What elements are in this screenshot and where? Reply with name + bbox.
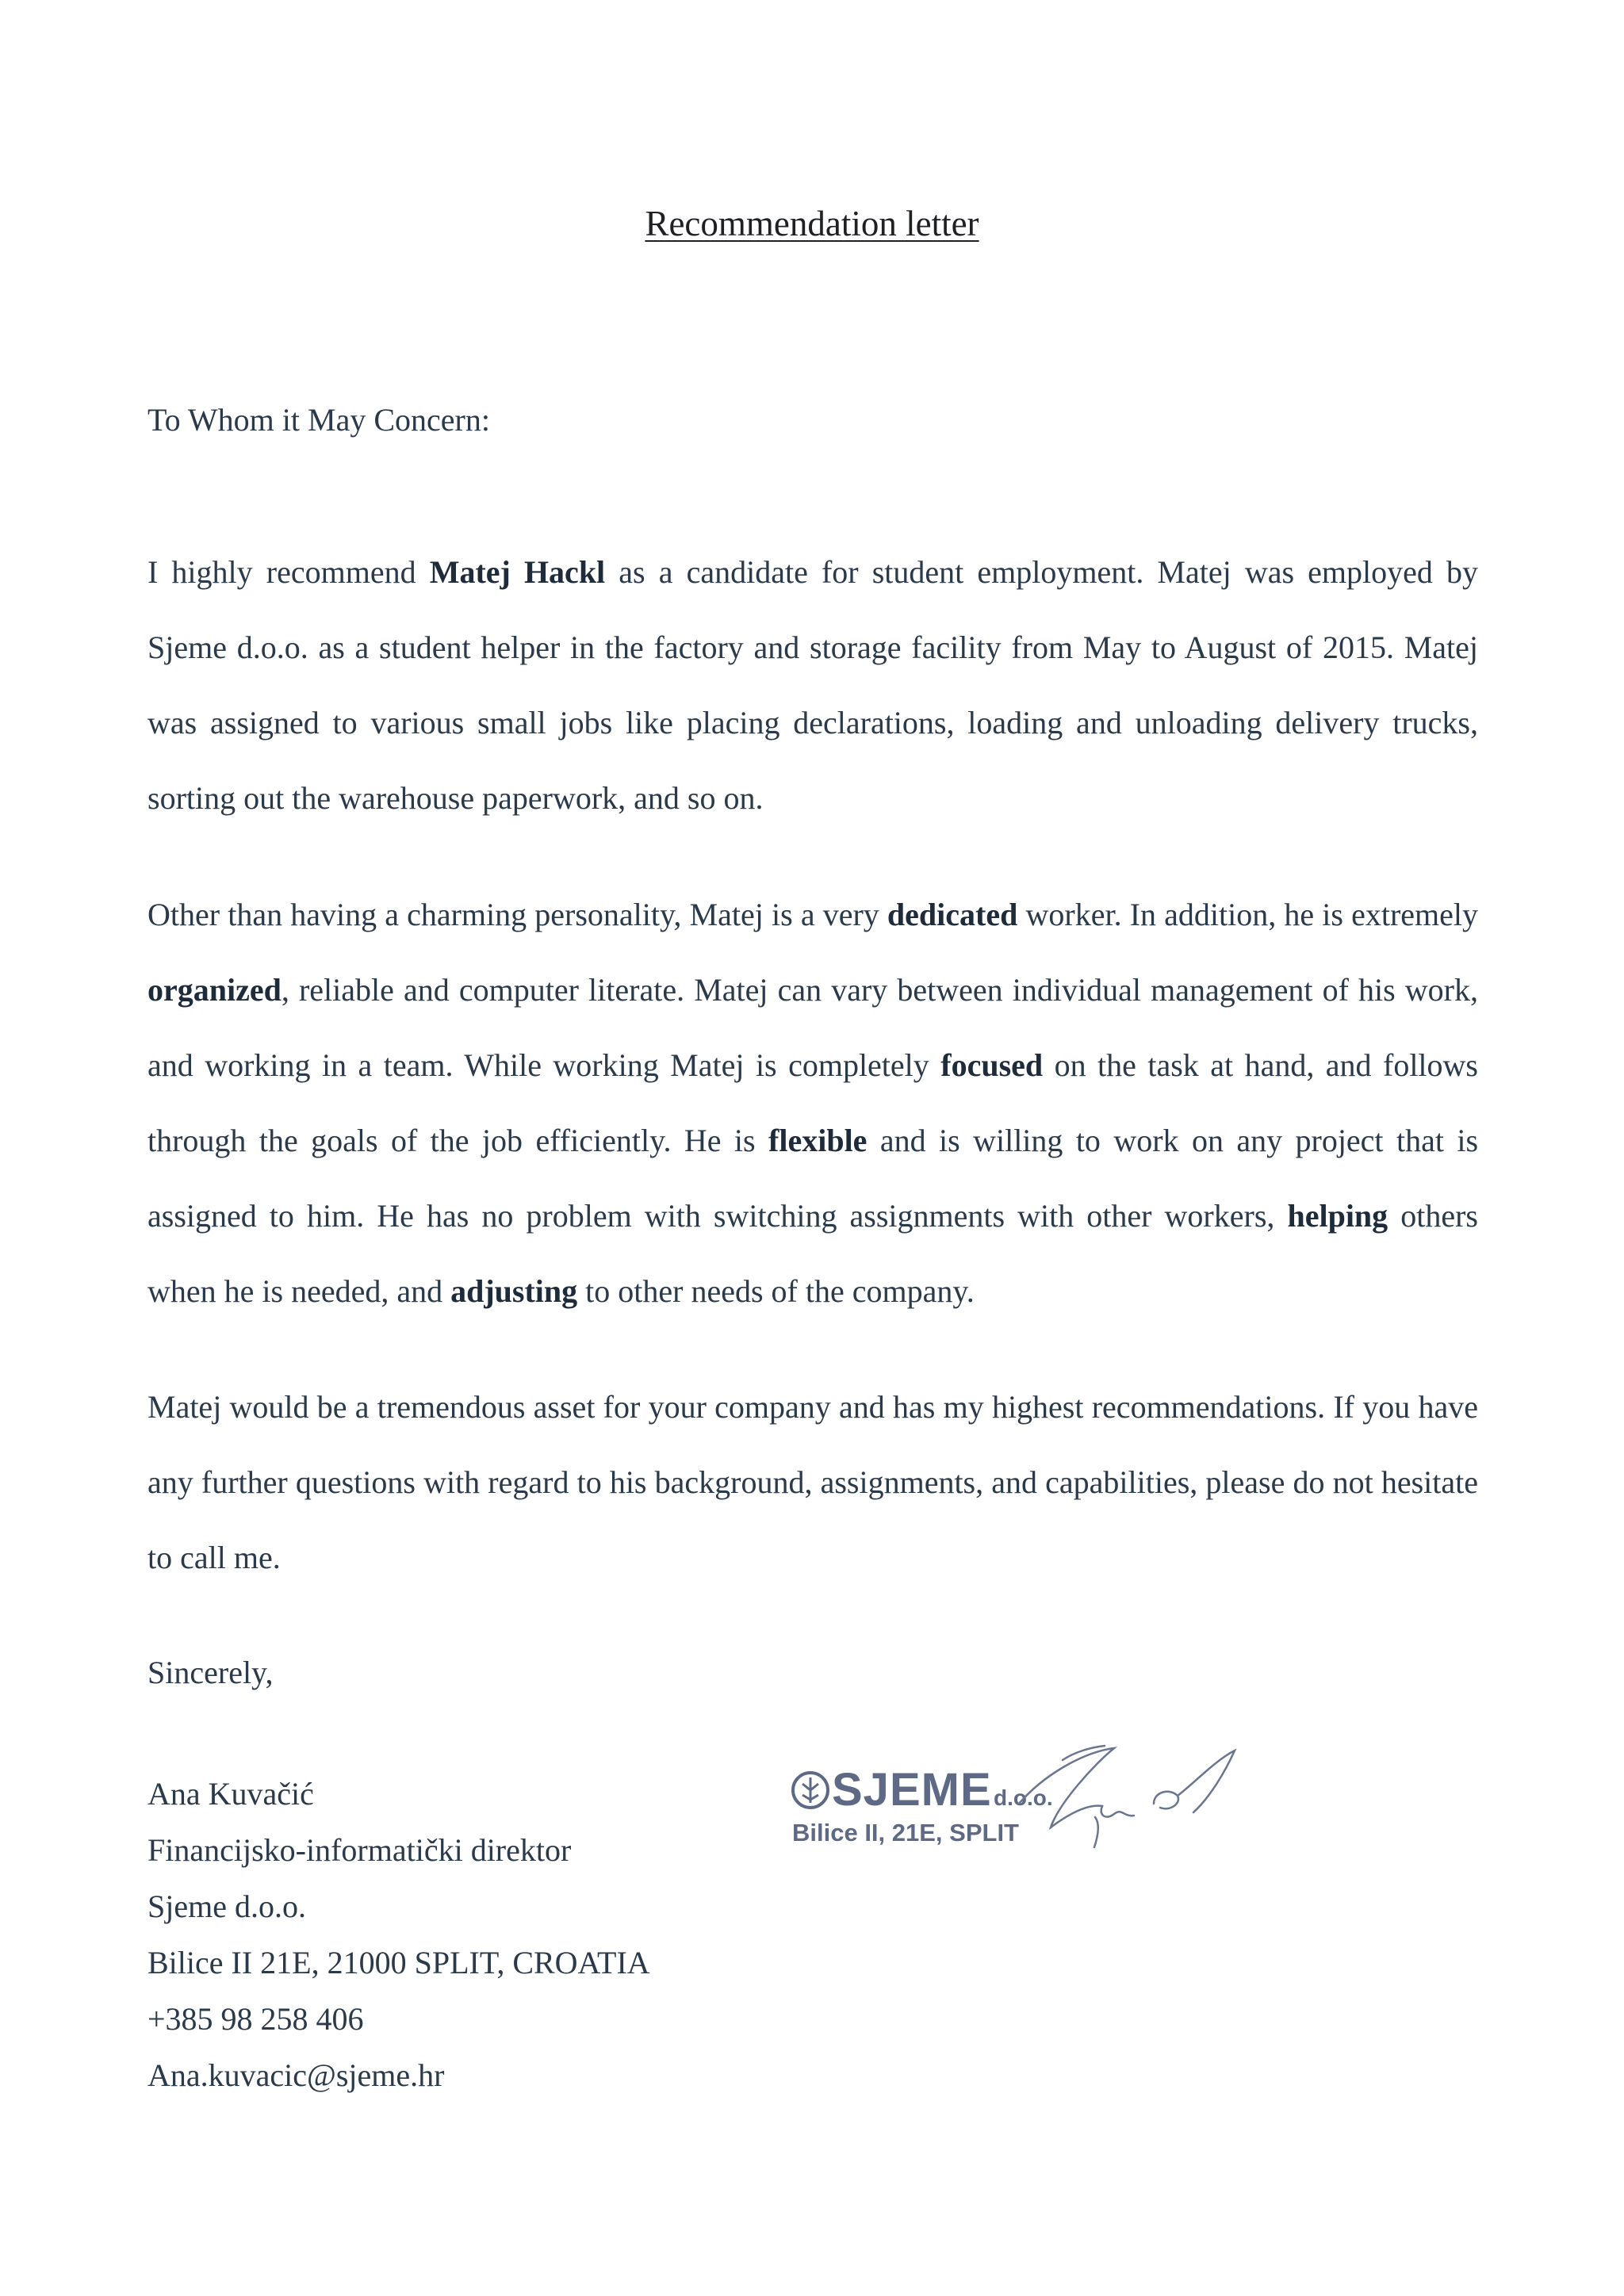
signer-address: Bilice II 21E, 21000 SPLIT, CROATIA: [147, 1945, 650, 1980]
paragraph-recommendation: [147, 1369, 1478, 1595]
paragraph-text: , reliable and computer literate. Matej can vary between individual management of his work, and working in a team. While working Matej is completely: [147, 972, 1478, 1083]
emphasized-text: organized: [147, 972, 282, 1008]
signer-email: Ana.kuvacic@sjeme.hr: [147, 2057, 445, 2093]
signer-phone: +385 98 258 406: [147, 2001, 364, 2037]
emphasized-text: flexible: [768, 1123, 868, 1158]
stamp-logo-icon: [793, 1773, 828, 1808]
letter-title-text: Recommendation letter: [645, 204, 979, 243]
paragraph-qualities: [147, 877, 1478, 1329]
emphasized-text: Matej Hackl: [429, 554, 606, 590]
paragraph-text: on the task at hand, and follows through the goals of the job efficiently. He is: [147, 1047, 1478, 1158]
paragraph-text: Other than having a charming personality, Matej is a very: [147, 897, 887, 932]
paragraph-intro: [147, 534, 1478, 836]
signer-position: Financijsko-informatički direktor: [147, 1832, 572, 1868]
paragraph-text: others when he is needed, and: [147, 1198, 1478, 1309]
paragraph-text: I highly recommend: [147, 554, 430, 590]
closing: Sincerely,: [147, 1655, 274, 1690]
salutation: To Whom it May Concern:: [147, 402, 490, 438]
signer-company: Sjeme d.o.o.: [147, 1888, 306, 1924]
stamp-address: Bilice II, 21E, SPLIT: [792, 1819, 1019, 1846]
paragraph-text: worker. In addition, he is extremely: [1017, 897, 1479, 932]
signature-block: [147, 1766, 650, 2103]
signer-name: Ana Kuvačić: [147, 1776, 314, 1812]
emphasized-text: adjusting: [450, 1273, 578, 1309]
paragraph-text: Matej would be a tremendous asset for your company and has my highest recommendations. If you have any further questions with regard to his background, assignments, and capabilities, please do not hesitate to call me.: [147, 1389, 1478, 1575]
emphasized-text: focused: [940, 1047, 1044, 1083]
emphasized-text: dedicated: [887, 897, 1018, 932]
company-stamp: [781, 1728, 1273, 1863]
paragraph-text: and is willing to work on any project that is assigned to him. He has no problem with switching assignments with other workers,: [147, 1123, 1479, 1234]
emphasized-text: helping: [1287, 1198, 1388, 1234]
letter-title: [0, 200, 1624, 247]
paragraph-text: as a candidate for student employment. Matej was employed by Sjeme d.o.o. as a student helper in the factory and storage facility from May to August of 2015. Matej was assigned to various small jobs like placing declarations, loading and unloading delivery trucks, sorting out the warehouse paperwork, and so on.: [147, 554, 1478, 816]
stamp-company-suffix: d.o.o.: [994, 1785, 1053, 1810]
stamp-company-name: SJEME: [832, 1764, 992, 1816]
paragraph-text: to other needs of the company.: [577, 1273, 975, 1309]
